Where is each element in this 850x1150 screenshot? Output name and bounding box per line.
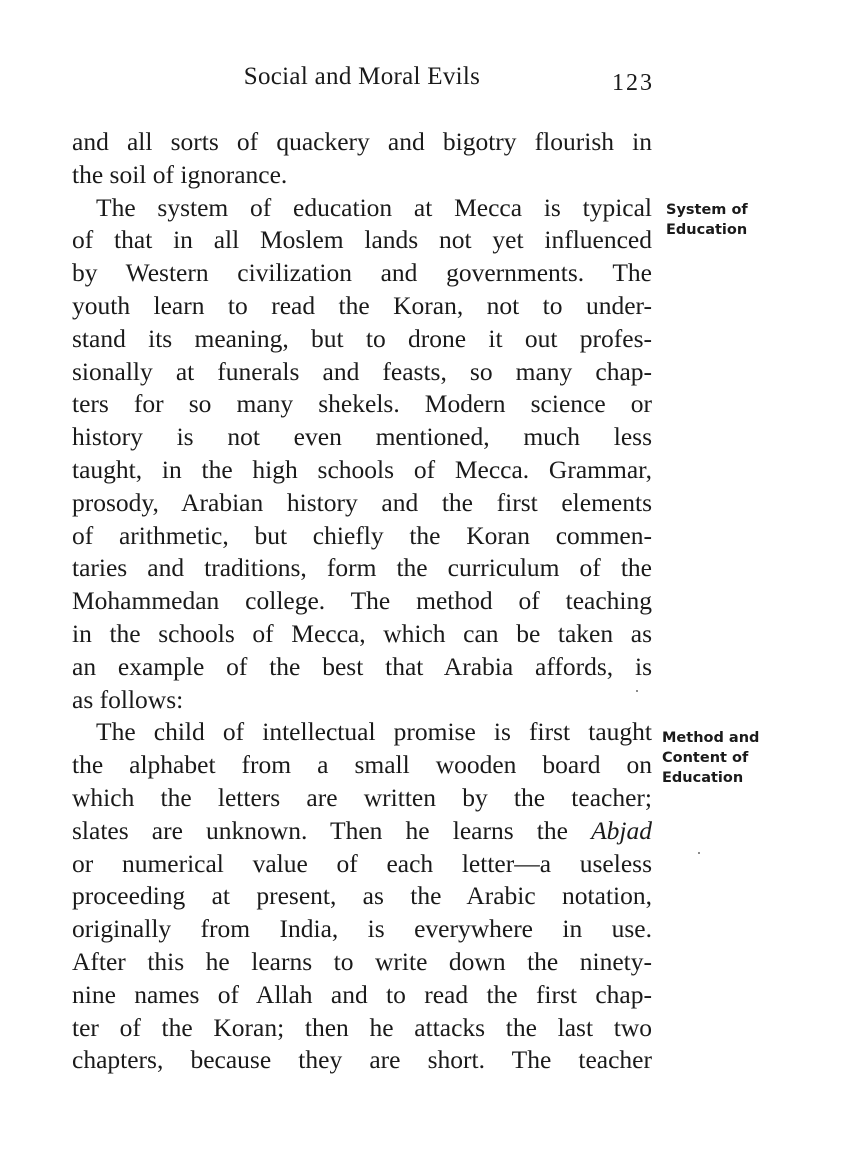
text-line: youth learn to read the Koran, not to under- — [72, 290, 652, 320]
text-line: After this he learns to write down the ninety- — [72, 946, 652, 976]
text-line: in the schools of Mecca, which can be taken as — [72, 618, 652, 648]
print-speck — [698, 852, 700, 854]
page-number: 123 — [612, 70, 654, 96]
text-line: nine names of Allah and to read the first chap- — [72, 979, 652, 1009]
text-line: by Western civilization and governments. The — [72, 258, 652, 288]
text-line: ters for so many shekels. Modern science or — [72, 389, 652, 419]
text-line: The child of intellectual promise is first taught — [96, 717, 652, 747]
margin-note-system-of-education — [666, 200, 748, 240]
text-line: as follows: — [72, 684, 184, 714]
text-line-with-italic — [72, 815, 652, 848]
text-line: the alphabet from a small wooden board on — [72, 750, 652, 780]
text-line: sionally at funerals and feasts, so many chap- — [72, 356, 652, 386]
text-line: originally from India, is everywhere in use. — [72, 914, 652, 944]
text-line: Mohammedan college. The method of teaching — [72, 586, 652, 616]
text-line: ter of the Koran; then he attacks the last two — [72, 1012, 652, 1042]
abjad-term: Abjad — [591, 815, 652, 845]
text-line: history is not even mentioned, much less — [72, 422, 652, 452]
text-line: The system of education at Mecca is typical — [96, 192, 652, 222]
text-line: taries and traditions, form the curriculum of the — [72, 553, 652, 583]
text-line: proceeding at present, as the Arabic notation, — [72, 881, 652, 911]
text-line: chapters, because they are short. The teacher — [72, 1045, 652, 1075]
margin-note-line: Education — [666, 222, 748, 238]
body-text — [72, 126, 652, 1077]
margin-note-line: Method and — [662, 730, 760, 746]
text-line: an example of the best that Arabia affords, is — [72, 651, 652, 681]
text-line: stand its meaning, but to drone it out profes- — [72, 323, 652, 353]
running-head — [72, 60, 652, 94]
print-speck — [636, 690, 638, 692]
text-line: which the letters are written by the teacher; — [72, 782, 652, 812]
running-title: Social and Moral Evils — [243, 63, 481, 90]
text-line: of that in all Moslem lands not yet influenced — [72, 225, 652, 255]
margin-note-line: Content of — [662, 750, 749, 766]
margin-note-line: System of — [666, 202, 748, 218]
text-line: or numerical value of each letter—a useless — [72, 848, 652, 878]
margin-note-line: Education — [662, 770, 744, 786]
text-line: and all sorts of quackery and bigotry flourish in — [72, 127, 652, 156]
margin-note-method-and-content — [662, 728, 759, 788]
text-segment: slates are unknown. Then he learns the — [72, 815, 592, 845]
text-line: prosody, Arabian history and the first elements — [72, 487, 652, 517]
text-line: the soil of ignorance. — [72, 159, 288, 189]
text-line: taught, in the high schools of Mecca. Grammar, — [72, 454, 652, 484]
text-line: of arithmetic, but chiefly the Koran commen- — [72, 520, 652, 550]
